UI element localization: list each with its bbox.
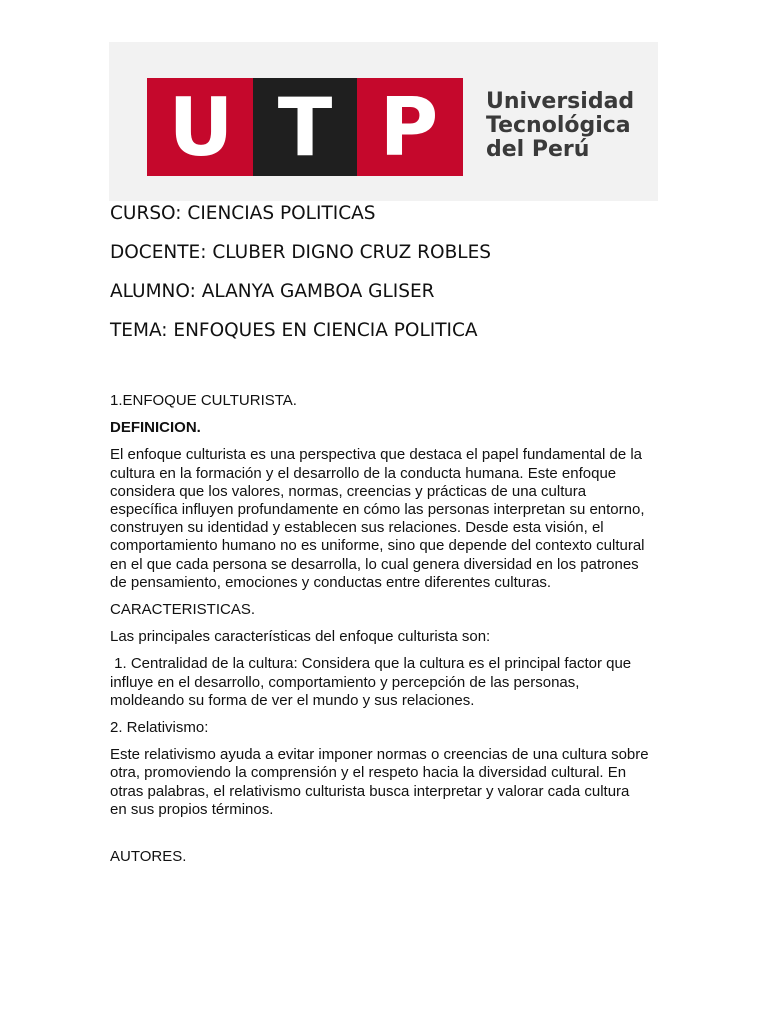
characteristic-item-2: 2. Relativismo: [110,719,209,737]
authors-heading: AUTORES. [110,848,187,866]
document-body [110,392,650,875]
section-title: 1.ENFOQUE CULTURISTA. [110,392,297,409]
logo-letter-p: P [379,80,439,174]
student-line: ALUMNO: ALANYA GAMBOA GLISER [110,281,435,302]
definition-heading: DEFINICION. [110,419,201,437]
characteristics-intro: Las principales características del enfoque culturista son: [110,628,491,646]
logo-letter-u: U [168,80,234,174]
course-line: CURSO: CIENCIAS POLITICAS [110,203,376,224]
topic-line: TEMA: ENFOQUES EN CIENCIA POLITICA [110,320,478,341]
university-name-line-3: del Perú [486,137,590,162]
characteristic-item-1: 1. Centralidad de la cultura: Considera que la cultura es el principal factor que influye en el desarrollo, comportamiento y percepción de las personas, moldeando su forma de ver el mundo y sus relaciones. [110,655,636,709]
logo-letter-t: T [277,80,333,174]
teacher-line: DOCENTE: CLUBER DIGNO CRUZ ROBLES [110,242,492,263]
relativism-paragraph: Este relativismo ayuda a evitar imponer normas o creencias de una cultura sobre otra, promoviendo la comprensión y el respeto hacia la diversidad cultural. En otras palabras, el relativismo culturista busca interpretar y valorar cada cultura en sus propios términos. [110,746,649,818]
university-name-line-1: Universidad [486,89,635,114]
characteristics-heading: CARACTERISTICAS. [110,601,256,619]
university-name [486,90,634,162]
university-name-line-2: Tecnológica [486,113,631,138]
spacer [110,828,650,848]
definition-paragraph: El enfoque culturista es una perspectiva que destaca el papel fundamental de la cultura en la formación y el desarrollo de la conducta humana. Este enfoque considera que los valores, normas, creencias y prácticas de una cultura específica influyen profundamente en cómo las personas interpretan su entorno, construyen su identidad y establecen sus relaciones. Desde esta visión, el comportamiento humano no es uniforme, sino que depende del contexto cultural en el que cada persona se desarrolla, lo cual genera diversidad en los patrones de pensamiento, emociones y conductas entre diferentes culturas. [110,446,645,591]
